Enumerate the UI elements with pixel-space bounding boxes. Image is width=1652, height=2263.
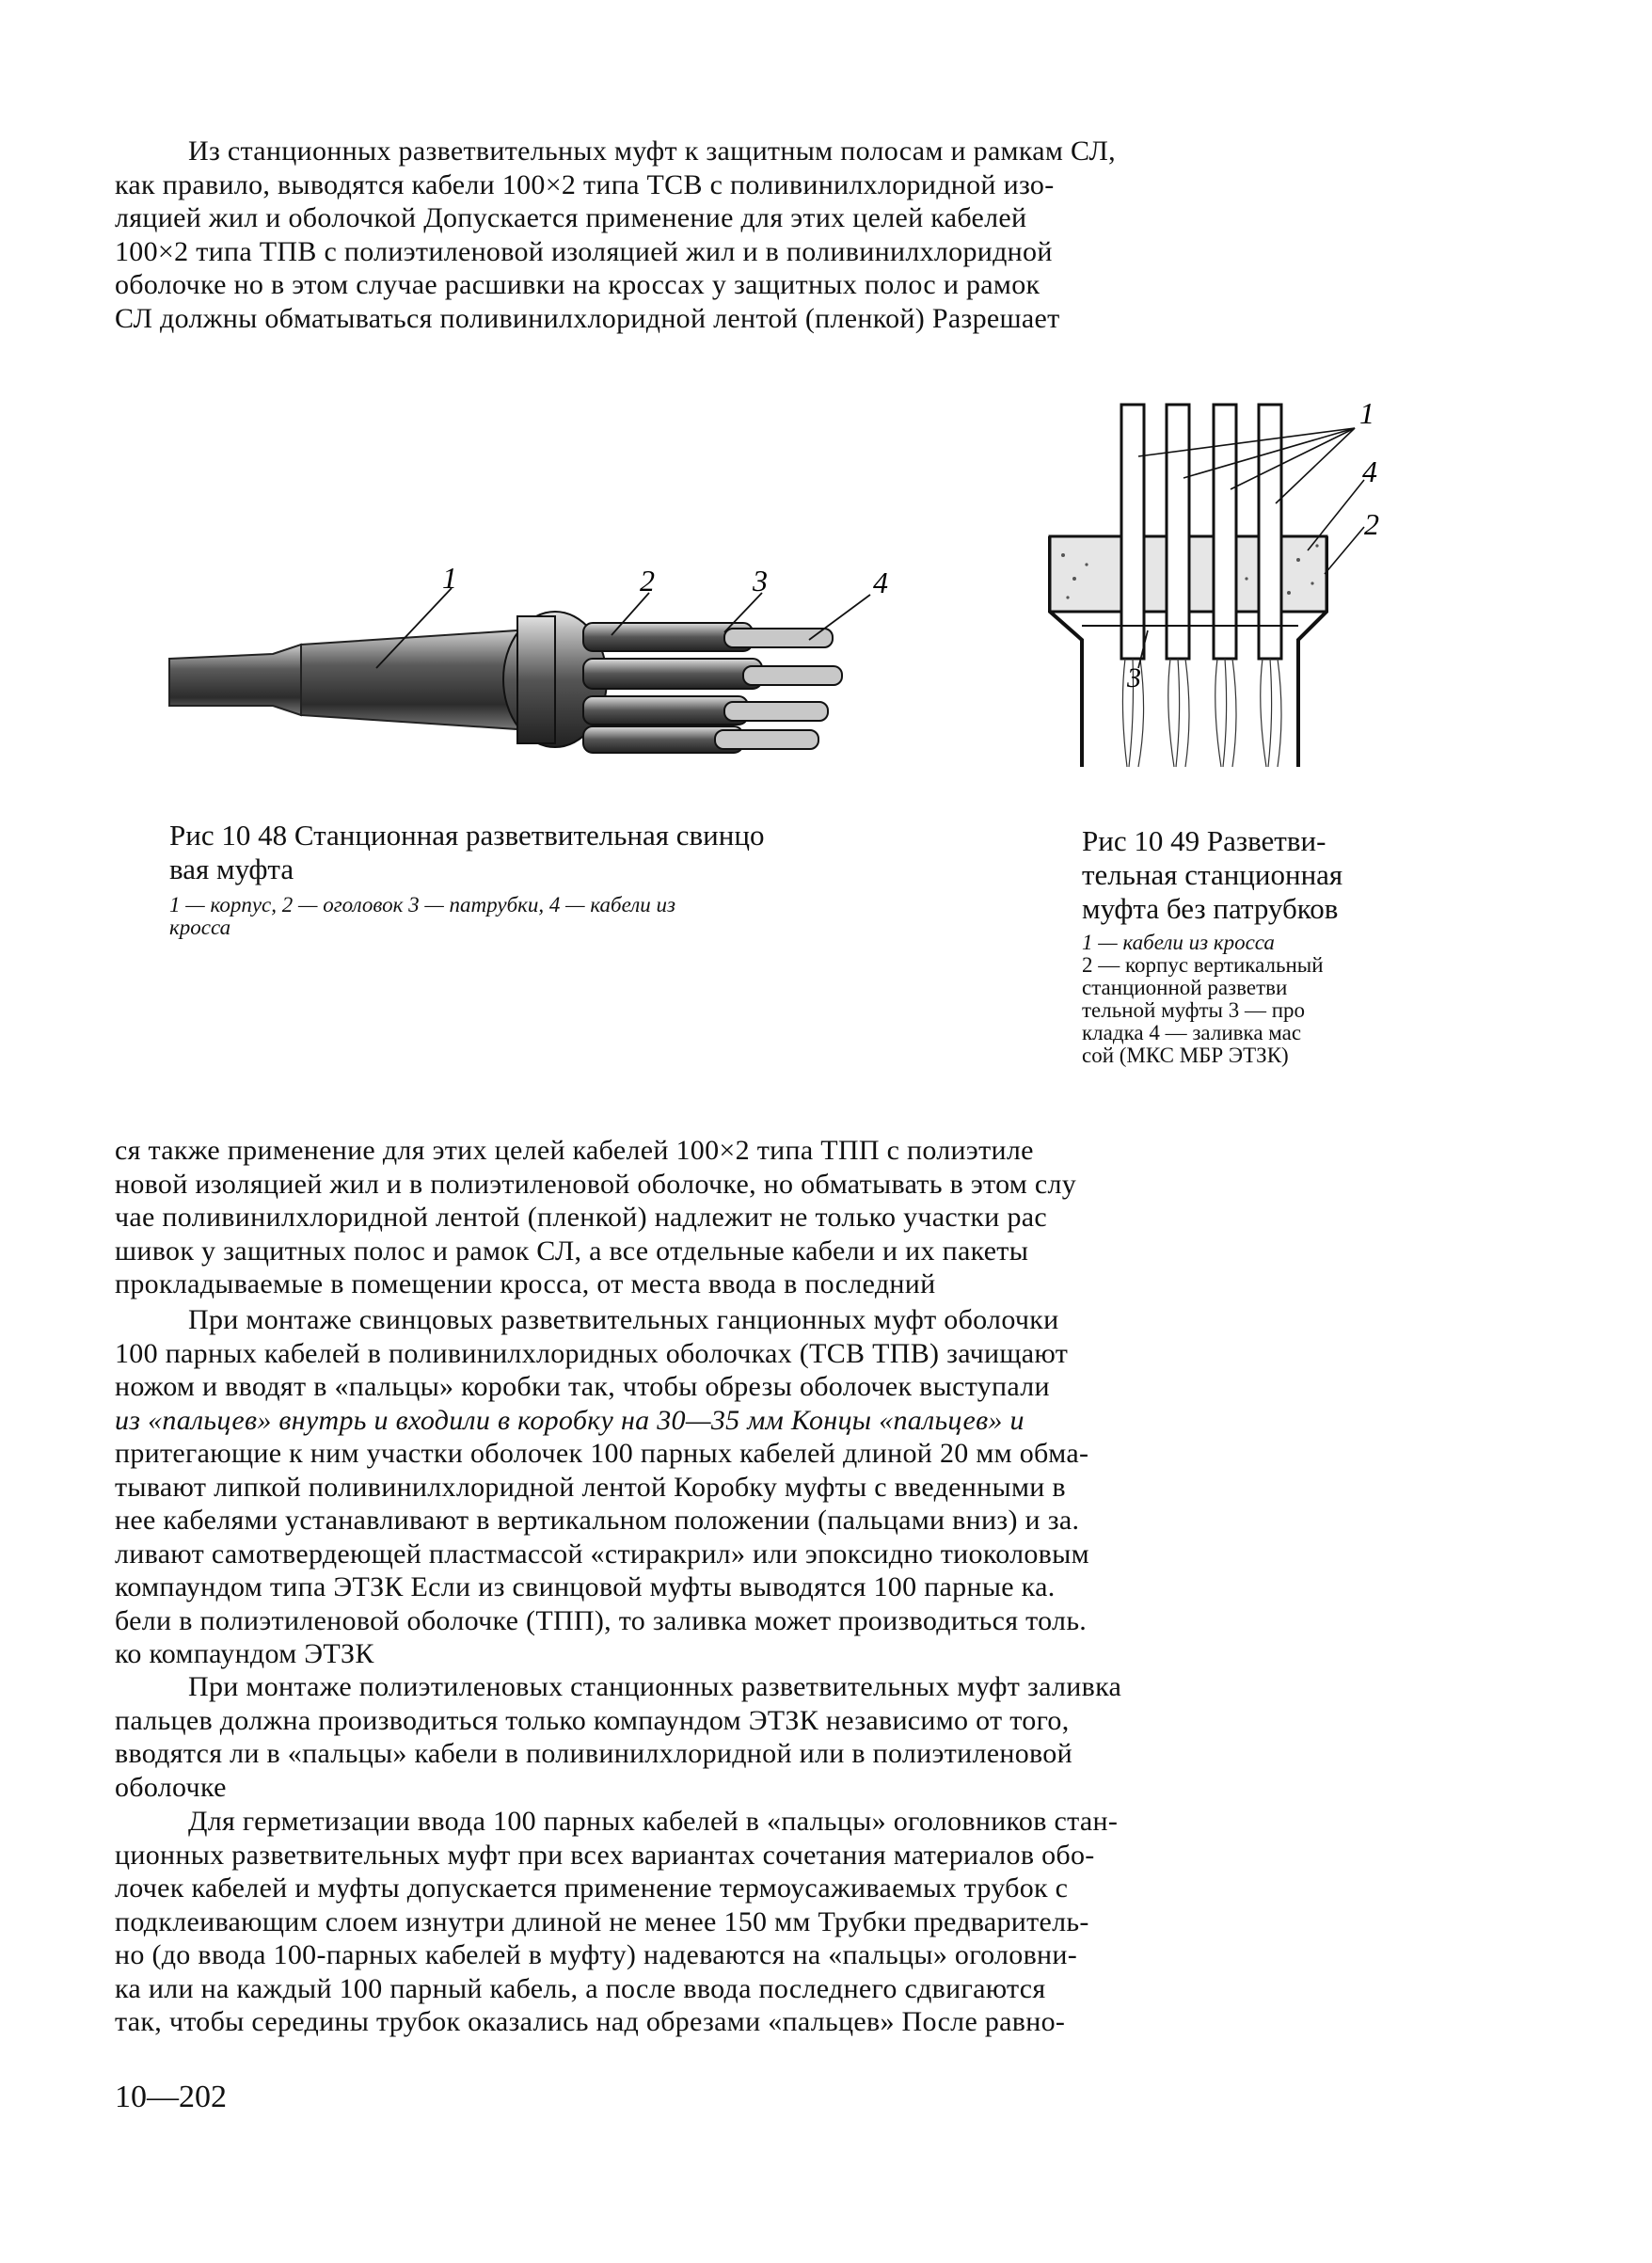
caption-line: муфта без патрубков	[1082, 892, 1339, 925]
paragraph-4	[115, 1670, 1432, 1804]
paragraph-2	[115, 1134, 1432, 1301]
text-line: При монтаже свинцовых разветвительных ганционных муфт оболочки	[188, 1304, 1059, 1335]
legend-line: 1 — кабели из кросса	[1082, 931, 1275, 954]
text-line: ножом и вводят в «пальцы» коробки так, чтобы обрезы оболочек выступали	[115, 1371, 1050, 1402]
text-line: ливают самотвердеющей пластмассой «стиракрил» или эпоксидно тиоколовым	[115, 1538, 1089, 1570]
figure-10-48	[160, 565, 931, 790]
text-line: СЛ должны обматываться поливинилхлоридной лентой (пленкой) Разрешает	[115, 302, 1060, 334]
figure-10-49	[1044, 395, 1402, 772]
paragraph-1	[115, 135, 1432, 335]
caption-line: вая муфта	[169, 853, 294, 885]
lead-sleeve-illustration	[160, 565, 931, 790]
sleeve-body	[301, 630, 517, 729]
caption-line: Рис 10 49 Разветви-	[1082, 824, 1326, 857]
paragraph-5	[115, 1805, 1432, 2039]
text-line: Из станционных разветвительных муфт к защитным полосам и рамкам СЛ,	[188, 135, 1116, 167]
label-4: 4	[873, 566, 888, 599]
figure-10-48-title	[169, 819, 978, 886]
text-line: вводятся ли в «пальцы» кабели в поливинилхлоридной или в полиэтиленовой	[115, 1738, 1072, 1769]
legend-line: сой (МКС МБР ЭТЗК)	[1082, 1044, 1289, 1067]
text-line: из «пальцев» внутрь и входили в коробку на 30—35 мм Концы «пальцев» и	[115, 1404, 1025, 1436]
label-1: 1	[1359, 396, 1374, 430]
text-line: 100 парных кабелей в поливинилхлоридных оболочках (ТСВ ТПВ) зачищают	[115, 1337, 1069, 1369]
page-number: 10—202	[115, 2080, 227, 2114]
text-line: шивок у защитных полос и рамок СЛ, а все отдельные кабели и их пакеты	[115, 1235, 1029, 1267]
figure-10-48-legend	[169, 894, 978, 939]
text-line: При монтаже полиэтиленовых станционных разветвительных муфт заливка	[188, 1671, 1122, 1702]
text-line: чае поливинилхлоридной лентой (пленкой) надлежит не только участки рас	[115, 1202, 1047, 1233]
legend-line: тельной муфты 3 — про	[1082, 998, 1306, 1022]
text-line: ко компаундом ЭТЗК	[115, 1638, 374, 1669]
text-line: оболочке но в этом случае расшивки на кроссах у защитных полос и рамок	[115, 269, 1040, 300]
legend-line: кладка 4 — заливка мас	[1082, 1021, 1302, 1044]
text-line: нее кабелями устанавливают в вертикальном положении (пальцами вниз) и за.	[115, 1505, 1080, 1536]
text-line: компаундом типа ЭТЗК Если из свинцовой муфты выводятся 100 парные ка.	[115, 1571, 1056, 1602]
label-2: 2	[640, 565, 655, 598]
cable-end	[169, 645, 301, 715]
caption-line: Рис 10 48 Станционная разветвительная свинцо	[169, 819, 765, 852]
text-line: Для герметизации ввода 100 парных кабелей в «пальцы» оголовников стан-	[188, 1806, 1119, 1837]
sleeve-without-tubes-illustration	[1044, 395, 1402, 772]
legend-line: 1 — корпус, 2 — оголовок 3 — патрубки, 4 — кабели из	[169, 893, 675, 916]
text-line: ционных разветвительных муфт при всех вариантах сочетания материалов обо-	[115, 1839, 1095, 1871]
text-line: притегающие к ним участки оболочек 100 парных кабелей длиной 20 мм обма-	[115, 1438, 1089, 1469]
text-line: ка или на каждый 100 парный кабель, а после ввода последнего сдвигаются	[115, 1972, 1046, 2004]
legend-line: кросса	[169, 916, 231, 939]
legend-line: станционной разветви	[1082, 976, 1288, 999]
text-line: ся также применение для этих целей кабелей 100×2 типа ТПП с полиэтиле	[115, 1135, 1034, 1166]
text-line: как правило, выводятся кабели 100×2 типа ТСВ с поливинилхлоридной изо-	[115, 168, 1055, 200]
text-line: бели в полиэтиленовой оболочке (ТПП), то заливка может производиться толь.	[115, 1604, 1088, 1636]
text-line: прокладываемые в помещении кросса, от места ввода в последний	[115, 1268, 936, 1299]
label-1: 1	[442, 565, 457, 595]
legend-line: 2 — корпус вертикальный	[1082, 953, 1324, 977]
text-line: тывают липкой поливинилхлоридной лентой Коробку муфты с введенными в	[115, 1471, 1066, 1503]
caption-line: тельная станционная	[1082, 858, 1343, 891]
label-2: 2	[1364, 507, 1379, 541]
label-3: 3	[1127, 662, 1141, 693]
text-line: но (до ввода 100-парных кабелей в муфту) надеваются на «пальцы» оголовни-	[115, 1939, 1078, 1970]
text-line: лочек кабелей и муфты допускается применение термоусаживаемых трубок с	[115, 1873, 1069, 1904]
text-line: ляцией жил и оболочкой Допускается применение для этих целей кабелей	[115, 202, 1027, 233]
label-4: 4	[1362, 454, 1377, 488]
figure-10-49-title	[1082, 824, 1439, 926]
paragraph-3	[115, 1303, 1432, 1671]
text-line: 100×2 типа ТПВ с полиэтиленовой изоляцией жил и в поливинилхлоридной	[115, 235, 1053, 267]
figure-10-49-legend	[1082, 932, 1439, 1067]
text-line: оболочке	[115, 1771, 227, 1803]
text-line: так, чтобы середины трубок оказались над обрезами «пальцев» После равно-	[115, 2006, 1066, 2037]
label-3: 3	[753, 565, 768, 598]
text-line: новой изоляцией жил и в полиэтиленовой оболочке, но обматывать в этом слу	[115, 1168, 1077, 1200]
text-line: пальцев должна производиться только компаундом ЭТЗК независимо от того,	[115, 1704, 1070, 1736]
text-line: подклеивающим слоем изнутри длиной не менее 150 мм Трубки предваритель-	[115, 1905, 1089, 1937]
